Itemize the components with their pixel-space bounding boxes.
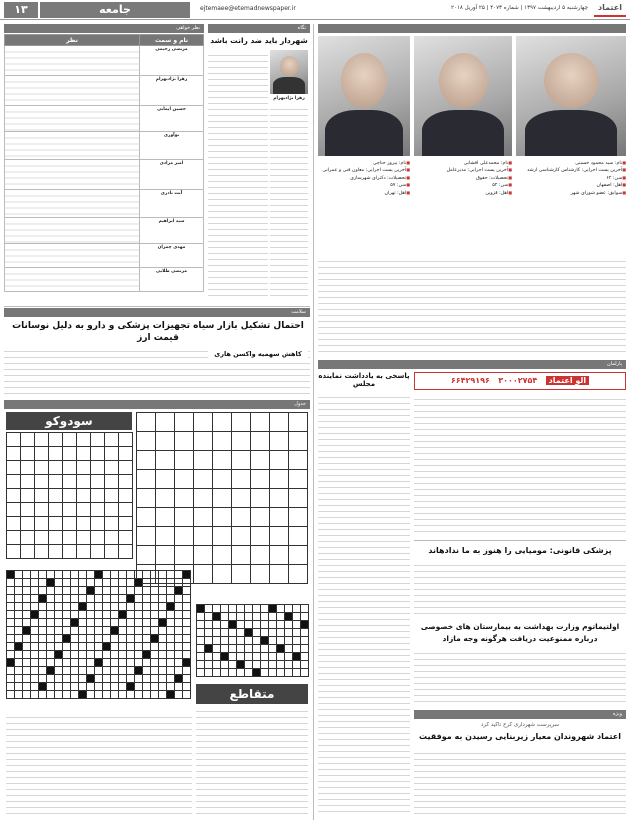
section-bar-poll: نظر خواهی — [4, 24, 204, 33]
candidate-caption-2: ■ نام: محمدعلی افشانی ■ آخرین پست اجرایی: مدیرعامل ■ تحصیلات: حقوق ■ سن: ۵۲ ■ اهل: قزوین — [414, 160, 512, 252]
table-row: مهدی چمران — [140, 244, 204, 268]
page-number: ۱۳ — [4, 2, 38, 18]
crossword-title: متقاطع — [196, 684, 308, 704]
table-row: مرتضی طلایی — [140, 268, 204, 292]
candidate-photo-2 — [414, 36, 512, 156]
table-row: حسین ایمانی — [140, 106, 204, 132]
candidate-caption-1: ■ نام: سید محمود حسینی ■ آخرین پست اجرایی: کارشناس کارشناسی ارشد ■ سن: ۶۲ ■ اهل: اصفهان ■ سوابق: عضو شورای شهر — [516, 160, 626, 252]
crossword-small-grid — [196, 604, 309, 677]
table-row: امیر مرادی — [140, 160, 204, 190]
section-bar-parliament: پارلمان — [318, 360, 626, 369]
candidate-photo-1 — [516, 36, 626, 156]
section-divider — [414, 540, 626, 541]
author-photo — [270, 50, 308, 94]
table-row: سید ابراهیم — [140, 218, 204, 244]
ad-phone-1: ۶۶۴۲۹۱۹۶ — [450, 376, 490, 385]
section-bar-health: سلامت — [4, 308, 310, 317]
column-divider — [313, 24, 314, 820]
section-bar-candidates — [318, 24, 626, 33]
candidate-photo-3 — [318, 36, 410, 156]
table-row: نوآوری — [140, 132, 204, 160]
section-bar-special: ویژه — [414, 710, 626, 719]
karaj-kicker: سرپرست شهرداری کرج تاکید کرد — [480, 722, 559, 728]
crossword-clues — [196, 706, 308, 816]
section-email: ejtemaee@etemadnewspaper.ir — [200, 5, 296, 12]
legal-medicine-title: پزشکی قانونی: مومیایی را هنوز به ما ندادهاند — [428, 546, 612, 555]
response-body — [318, 392, 410, 816]
article-title: شهردار باید ضد رانت باشد — [210, 36, 308, 45]
karaj-body — [414, 748, 626, 816]
section-bar-view: نگاه — [208, 24, 310, 33]
article-body-left — [208, 50, 268, 300]
table-row: آیت نادری — [140, 190, 204, 218]
sudoku-title: سودوکو — [6, 412, 132, 430]
ultimatum-body — [414, 648, 626, 706]
sudoku-grid[interactable] — [6, 432, 133, 559]
main-headline: احتمال تشکیل بازار سیاه تجهیزات پزشکی و دارو به دلیل نوسانات قیمت ارز — [12, 321, 304, 343]
crossword-clues-horizontal — [6, 712, 192, 816]
vaccine-article-title: کاهش سهمیه واکسن هاری — [208, 350, 308, 358]
ultimatum-title-1: اولتیماتوم وزارت بهداشت به بیمارستان های خصوصی — [420, 622, 620, 631]
section-label: جامعه — [40, 2, 190, 18]
section-divider — [4, 306, 310, 307]
issue-date: چهارشنبه ۵ اردیبهشت ۱۳۹۷ | شماره ۴۰۷۳ | ۲۵ آوریل ۲۰۱۸ — [451, 5, 588, 11]
opinion-table — [4, 34, 204, 304]
ultimatum-title-2: درباره ممنوعیت دریافت هرگونه وجه مازاد — [442, 634, 598, 643]
table-row: زهرا نژادبهرام — [140, 76, 204, 106]
ad-brand: الو اعتماد — [546, 376, 590, 385]
candidate-caption-3: ■ نام: پیروز حناچی ■ آخرین پست اجرایی: معاون فنی و عمرانی ■ تحصیلات: دکترای شهرسازی ■ سن: ۵۷ ■ اهل: تهران — [318, 160, 410, 252]
ads-body — [414, 394, 626, 534]
col-opinion: نظر — [5, 35, 140, 46]
author-byline: زهرا نژادبهرام — [273, 96, 305, 101]
sudoku-solution-grid — [136, 412, 308, 584]
karaj-title: اعتماد شهروندان معیار زیربنایی رسیدن به موفقیت — [419, 732, 621, 741]
crossword-grid[interactable] — [6, 570, 191, 699]
response-title: پاسخی به یادداشت نماینده مجلس — [318, 372, 410, 388]
col-name: نام و سمت — [140, 35, 204, 46]
ad-phone-2: ۳۰۰۰۲۷۵۴ — [498, 376, 538, 385]
candidates-body-text — [318, 256, 626, 356]
article-body-right — [270, 104, 308, 300]
ad-phones — [414, 372, 626, 390]
section-bar-puzzles: جدول — [4, 400, 310, 409]
legal-medicine-body — [414, 560, 626, 616]
table-row: مرتضی رحیمی — [140, 46, 204, 76]
newspaper-logo: اعتماد — [594, 3, 626, 17]
